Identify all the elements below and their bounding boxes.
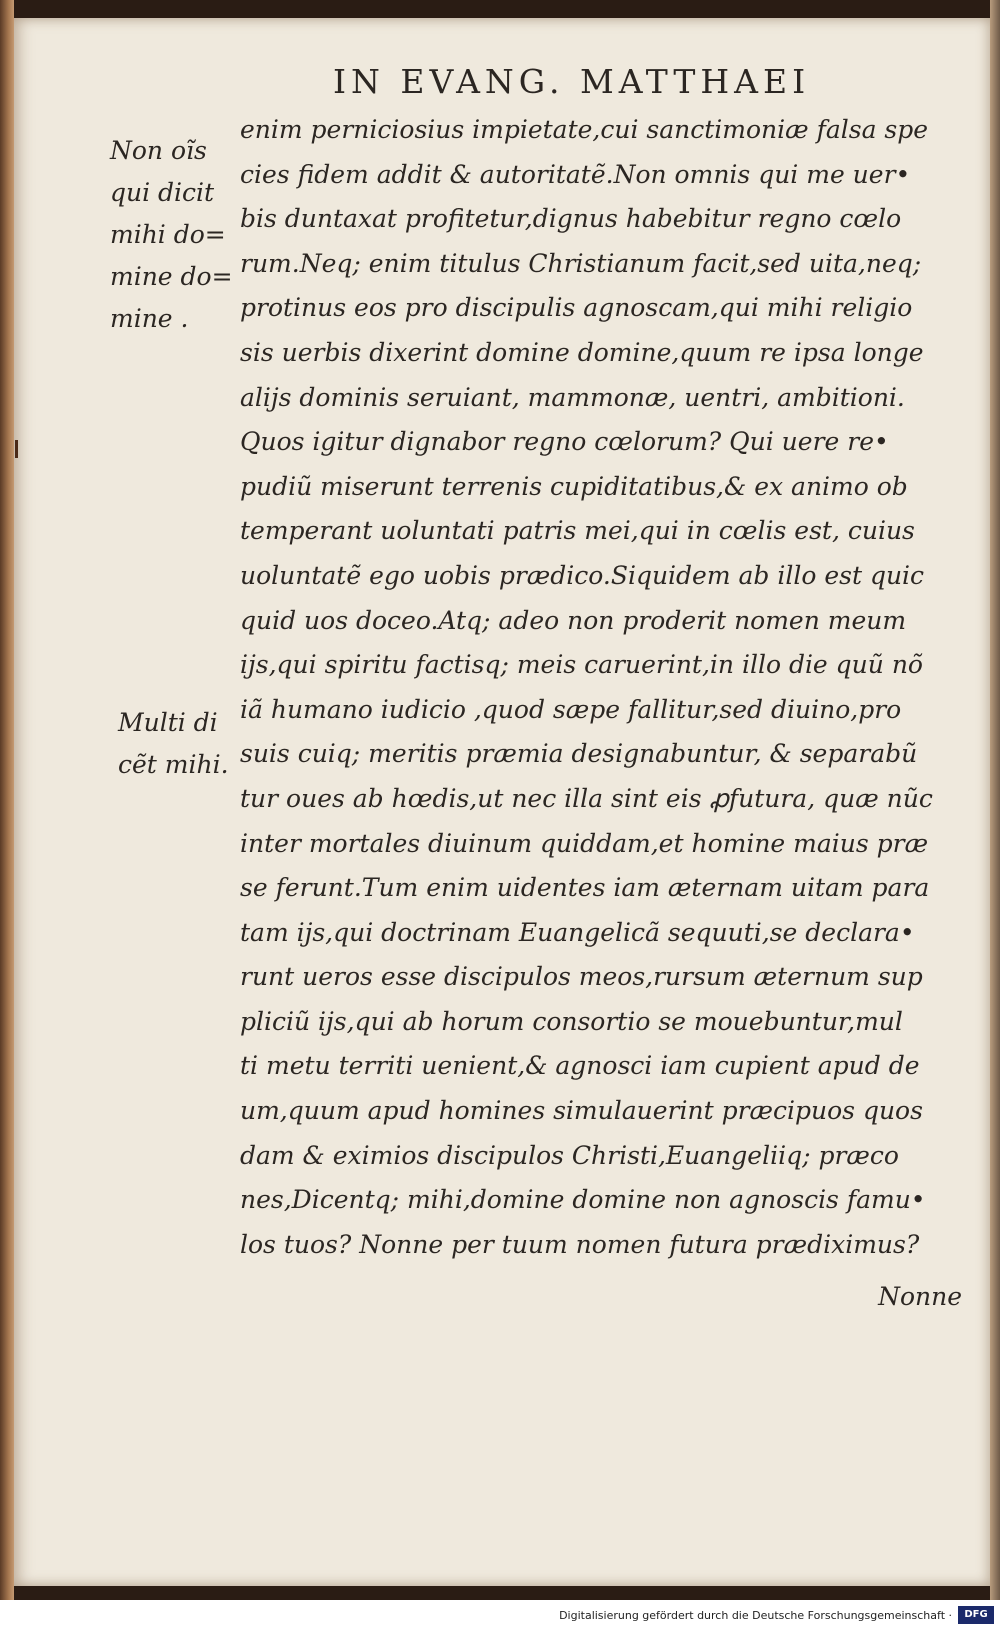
book-spine-edge: [0, 0, 14, 1600]
margin-note-line: Non oĩs: [110, 136, 207, 165]
text-line: runt ueros esse discipulos meos,rursum æternum sup: [240, 962, 923, 992]
catchword: Nonne: [878, 1282, 962, 1311]
text-line: inter mortales diuinum quiddam,et homine maius præ: [240, 828, 929, 858]
text-line: enim perniciosius impietate,cui sanctimoniæ falsa spe: [240, 115, 929, 144]
text-line: ijs,qui spiritu factisq; meis caruerint,in illo die quũ nõ: [240, 650, 923, 680]
text-line: nes,Dicentq; mihi,domine domine non agnoscis famu•: [240, 1185, 926, 1215]
margin-note-line: mine do=: [110, 262, 233, 291]
text-line: quid uos doceo.Atq; adeo non proderit nomen meum: [240, 605, 907, 635]
text-line: dam & eximios discipulos Christi,Euangeliiq; præco: [240, 1140, 899, 1170]
page-edge: [990, 0, 1000, 1600]
body-text: [240, 108, 970, 1267]
text-line: protinus eos pro discipulis agnoscam,qui mihi religio: [240, 293, 913, 323]
text-line: pliciũ ijs,qui ab horum consortio se mouebuntur,mul: [240, 1006, 903, 1036]
margin-note-2: [118, 702, 229, 786]
text-line: alijs dominis seruiant, mammonæ, uentri, ambitioni.: [240, 382, 905, 412]
text-line: sis uerbis dixerint domine domine,quum re ipsa longe: [240, 337, 924, 367]
text-line: tam ijs,qui doctrinam Euangelicã sequuti,se declara•: [240, 917, 915, 947]
running-head: IN EVANG. MATTHAEI: [333, 62, 811, 101]
margin-note-line: cẽt mihi.: [118, 750, 229, 779]
text-line: um,quum apud homines simulauerint præcipuos quos: [240, 1096, 923, 1126]
margin-note-1: [110, 130, 233, 340]
margin-note-line: Multi di: [118, 708, 218, 737]
text-line: rum.Neq; enim titulus Christianum facit,sed uita,neq;: [240, 248, 922, 278]
text-line: suis cuiq; meritis præmia designabuntur, & separabũ: [240, 739, 918, 769]
text-line: se ferunt.Tum enim uidentes iam æternam uitam para: [240, 873, 930, 903]
text-line: cies fidem addit & autoritatẽ.Non omnis qui me uer•: [240, 159, 911, 189]
ink-mark: [15, 440, 18, 458]
text-line: iã humano iudicio ,quod sæpe fallitur,sed diuino,pro: [240, 694, 902, 724]
text-line: ti metu territi uenient,& agnosci iam cupient apud de: [240, 1051, 920, 1081]
text-line: uoluntatẽ ego uobis prædico.Siquidem ab illo est quic: [240, 560, 925, 590]
footer-credit: Digitalisierung gefördert durch die Deutsche Forschungsgemeinschaft ·: [559, 1609, 952, 1622]
margin-note-line: mihi do=: [110, 220, 226, 249]
text-line: los tuos? Nonne per tuum nomen futura prædiximus?: [240, 1229, 920, 1259]
text-line: tur oues ab hœdis,ut nec illa sint eis ꝓfutura, quæ nũc: [240, 783, 933, 813]
text-line: bis duntaxat profitetur,dignus habebitur regno cœlo: [240, 204, 902, 234]
text-line: Quos igitur dignabor regno cœlorum? Qui uere re•: [240, 427, 889, 457]
margin-note-line: mine .: [110, 304, 189, 333]
text-line: temperant uoluntati patris mei,qui in cœlis est, cuius: [240, 516, 915, 546]
text-line: pudiũ miserunt terrenis cupiditatibus,& ex animo ob: [240, 471, 908, 501]
footer-bar: [0, 1600, 1000, 1631]
dfg-logo: DFG: [958, 1606, 994, 1624]
margin-note-line: qui dicit: [110, 178, 215, 207]
